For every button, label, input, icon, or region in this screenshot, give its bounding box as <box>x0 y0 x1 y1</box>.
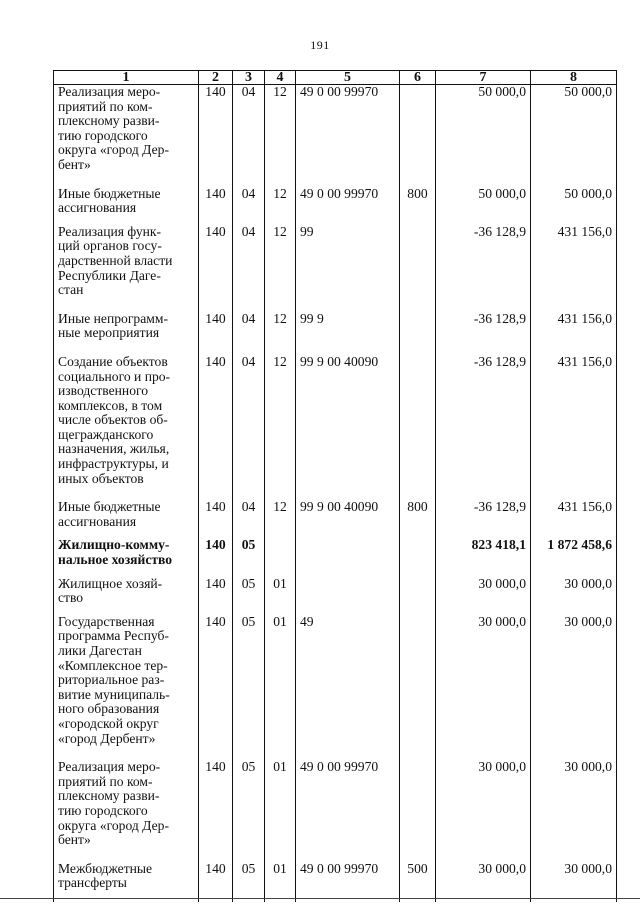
table-row <box>54 187 617 225</box>
expense-type-cell: 800 <box>400 500 436 538</box>
code-cell: 140 <box>199 187 233 225</box>
table-row <box>54 500 617 538</box>
header-col-4: 4 <box>265 71 296 85</box>
header-col-8: 8 <box>531 71 617 85</box>
code-cell: 140 <box>199 500 233 538</box>
amount-total-cell: 30 000,0 <box>531 615 617 760</box>
target-article-cell: 99 9 <box>296 312 400 355</box>
budget-table <box>53 70 617 902</box>
table-row <box>54 312 617 355</box>
amount-total-cell: 50 000,0 <box>531 85 617 187</box>
target-article-cell <box>296 538 400 576</box>
code-cell: 140 <box>199 538 233 576</box>
expense-type-cell <box>400 225 436 312</box>
subsection-cell: 12 <box>265 85 296 187</box>
target-article-cell: 49 0 00 99970 <box>296 760 400 862</box>
expense-type-cell <box>400 538 436 576</box>
subsection-cell: 12 <box>265 500 296 538</box>
header-col-1: 1 <box>54 71 199 85</box>
page-number: 191 <box>310 38 330 52</box>
name-cell <box>54 312 199 355</box>
target-article-cell <box>296 577 400 615</box>
table-row <box>54 577 617 615</box>
amount-total-cell: 431 156,0 <box>531 500 617 538</box>
section-cell: 05 <box>233 760 265 862</box>
table-row <box>54 862 617 902</box>
amount-total-cell: 30 000,0 <box>531 862 617 902</box>
expense-type-cell <box>400 85 436 187</box>
amount-total-cell: 431 156,0 <box>531 225 617 312</box>
name-cell <box>54 85 199 187</box>
target-article-cell: 49 0 00 99970 <box>296 862 400 902</box>
code-cell: 140 <box>199 355 233 500</box>
name-cell <box>54 615 199 760</box>
subsection-cell: 12 <box>265 225 296 312</box>
amount-total-cell: 30 000,0 <box>531 760 617 862</box>
amount-total-cell: 431 156,0 <box>531 355 617 500</box>
table-header <box>54 71 617 85</box>
amount-total-cell: 431 156,0 <box>531 312 617 355</box>
name-cell <box>54 760 199 862</box>
page-edge-line <box>0 898 640 899</box>
header-col-7: 7 <box>436 71 531 85</box>
section-cell: 05 <box>233 538 265 576</box>
table-row <box>54 355 617 500</box>
name-cell <box>54 187 199 225</box>
amount-change-cell: 30 000,0 <box>436 862 531 902</box>
row-label: Межбюджетные трансферты <box>58 860 153 891</box>
target-article-cell: 99 <box>296 225 400 312</box>
row-label: Реализация меро- приятий по ком- плексному разви- тию городского округа «город Дер- бент» <box>58 84 169 172</box>
expense-type-cell <box>400 760 436 862</box>
section-cell: 04 <box>233 500 265 538</box>
code-cell: 140 <box>199 577 233 615</box>
subsection-cell <box>265 538 296 576</box>
section-cell: 05 <box>233 615 265 760</box>
expense-type-cell <box>400 615 436 760</box>
amount-change-cell: 30 000,0 <box>436 615 531 760</box>
name-cell <box>54 355 199 500</box>
section-cell: 04 <box>233 85 265 187</box>
code-cell: 140 <box>199 615 233 760</box>
expense-type-cell: 800 <box>400 187 436 225</box>
target-article-cell: 99 9 00 40090 <box>296 355 400 500</box>
header-col-6: 6 <box>400 71 436 85</box>
amount-change-cell: -36 128,9 <box>436 312 531 355</box>
code-cell: 140 <box>199 862 233 902</box>
header-row <box>54 71 617 85</box>
row-label: Реализация меро- приятий по ком- плексному разви- тию городского округа «город Дер- бент» <box>58 759 169 848</box>
section-cell: 04 <box>233 225 265 312</box>
expense-type-cell <box>400 312 436 355</box>
target-article-cell: 49 0 00 99970 <box>296 85 400 187</box>
row-label: Создание объектов социального и про- изводственного комплексов, в том числе объектов об- щегражданского назначения, жилья, инфраструктуры, и иных объектов <box>58 353 171 486</box>
amount-change-cell: -36 128,9 <box>436 500 531 538</box>
table-row <box>54 538 617 576</box>
section-cell: 04 <box>233 312 265 355</box>
table-row <box>54 225 617 312</box>
section-cell: 05 <box>233 862 265 902</box>
subsection-cell: 12 <box>265 312 296 355</box>
section-cell: 04 <box>233 355 265 500</box>
table-row <box>54 760 617 862</box>
row-label: Жилищно-комму- нальное хозяйство <box>58 537 173 568</box>
name-cell <box>54 500 199 538</box>
subsection-cell: 01 <box>265 862 296 902</box>
row-label: Государственная программа Респуб- лики Дагестан «Комплексное тер- риториальное раз- витие муниципаль- ного образования «городской округ «город Дербент» <box>58 613 170 746</box>
amount-change-cell: -36 128,9 <box>436 355 531 500</box>
subsection-cell: 12 <box>265 355 296 500</box>
name-cell <box>54 225 199 312</box>
amount-change-cell: 50 000,0 <box>436 85 531 187</box>
amount-total-cell: 1 872 458,6 <box>531 538 617 576</box>
name-cell <box>54 577 199 615</box>
expense-type-cell <box>400 355 436 500</box>
row-label: Жилищное хозяй- ство <box>58 575 163 606</box>
row-label: Иные бюджетные ассигнования <box>58 185 161 216</box>
header-col-2: 2 <box>199 71 233 85</box>
table-row <box>54 85 617 187</box>
amount-change-cell: 823 418,1 <box>436 538 531 576</box>
row-label: Реализация функ- ций органов госу- дарственной власти Республики Даге- стан <box>58 223 173 298</box>
code-cell: 140 <box>199 760 233 862</box>
table-row <box>54 615 617 760</box>
amount-change-cell: 30 000,0 <box>436 760 531 862</box>
table-body <box>54 85 617 902</box>
name-cell <box>54 538 199 576</box>
row-label: Иные непрограмм- ные мероприятия <box>58 310 168 341</box>
amount-change-cell: 50 000,0 <box>436 187 531 225</box>
code-cell: 140 <box>199 312 233 355</box>
amount-total-cell: 30 000,0 <box>531 577 617 615</box>
target-article-cell: 49 0 00 99970 <box>296 187 400 225</box>
target-article-cell: 99 9 00 40090 <box>296 500 400 538</box>
section-cell: 04 <box>233 187 265 225</box>
subsection-cell: 01 <box>265 760 296 862</box>
code-cell: 140 <box>199 85 233 187</box>
amount-change-cell: 30 000,0 <box>436 577 531 615</box>
header-col-5: 5 <box>296 71 400 85</box>
expense-type-cell <box>400 577 436 615</box>
expense-type-cell: 500 <box>400 862 436 902</box>
name-cell <box>54 862 199 902</box>
amount-total-cell: 50 000,0 <box>531 187 617 225</box>
section-cell: 05 <box>233 577 265 615</box>
target-article-cell: 49 <box>296 615 400 760</box>
subsection-cell: 01 <box>265 615 296 760</box>
code-cell: 140 <box>199 225 233 312</box>
subsection-cell: 12 <box>265 187 296 225</box>
header-col-3: 3 <box>233 71 265 85</box>
subsection-cell: 01 <box>265 577 296 615</box>
row-label: Иные бюджетные ассигнования <box>58 499 161 529</box>
amount-change-cell: -36 128,9 <box>436 225 531 312</box>
